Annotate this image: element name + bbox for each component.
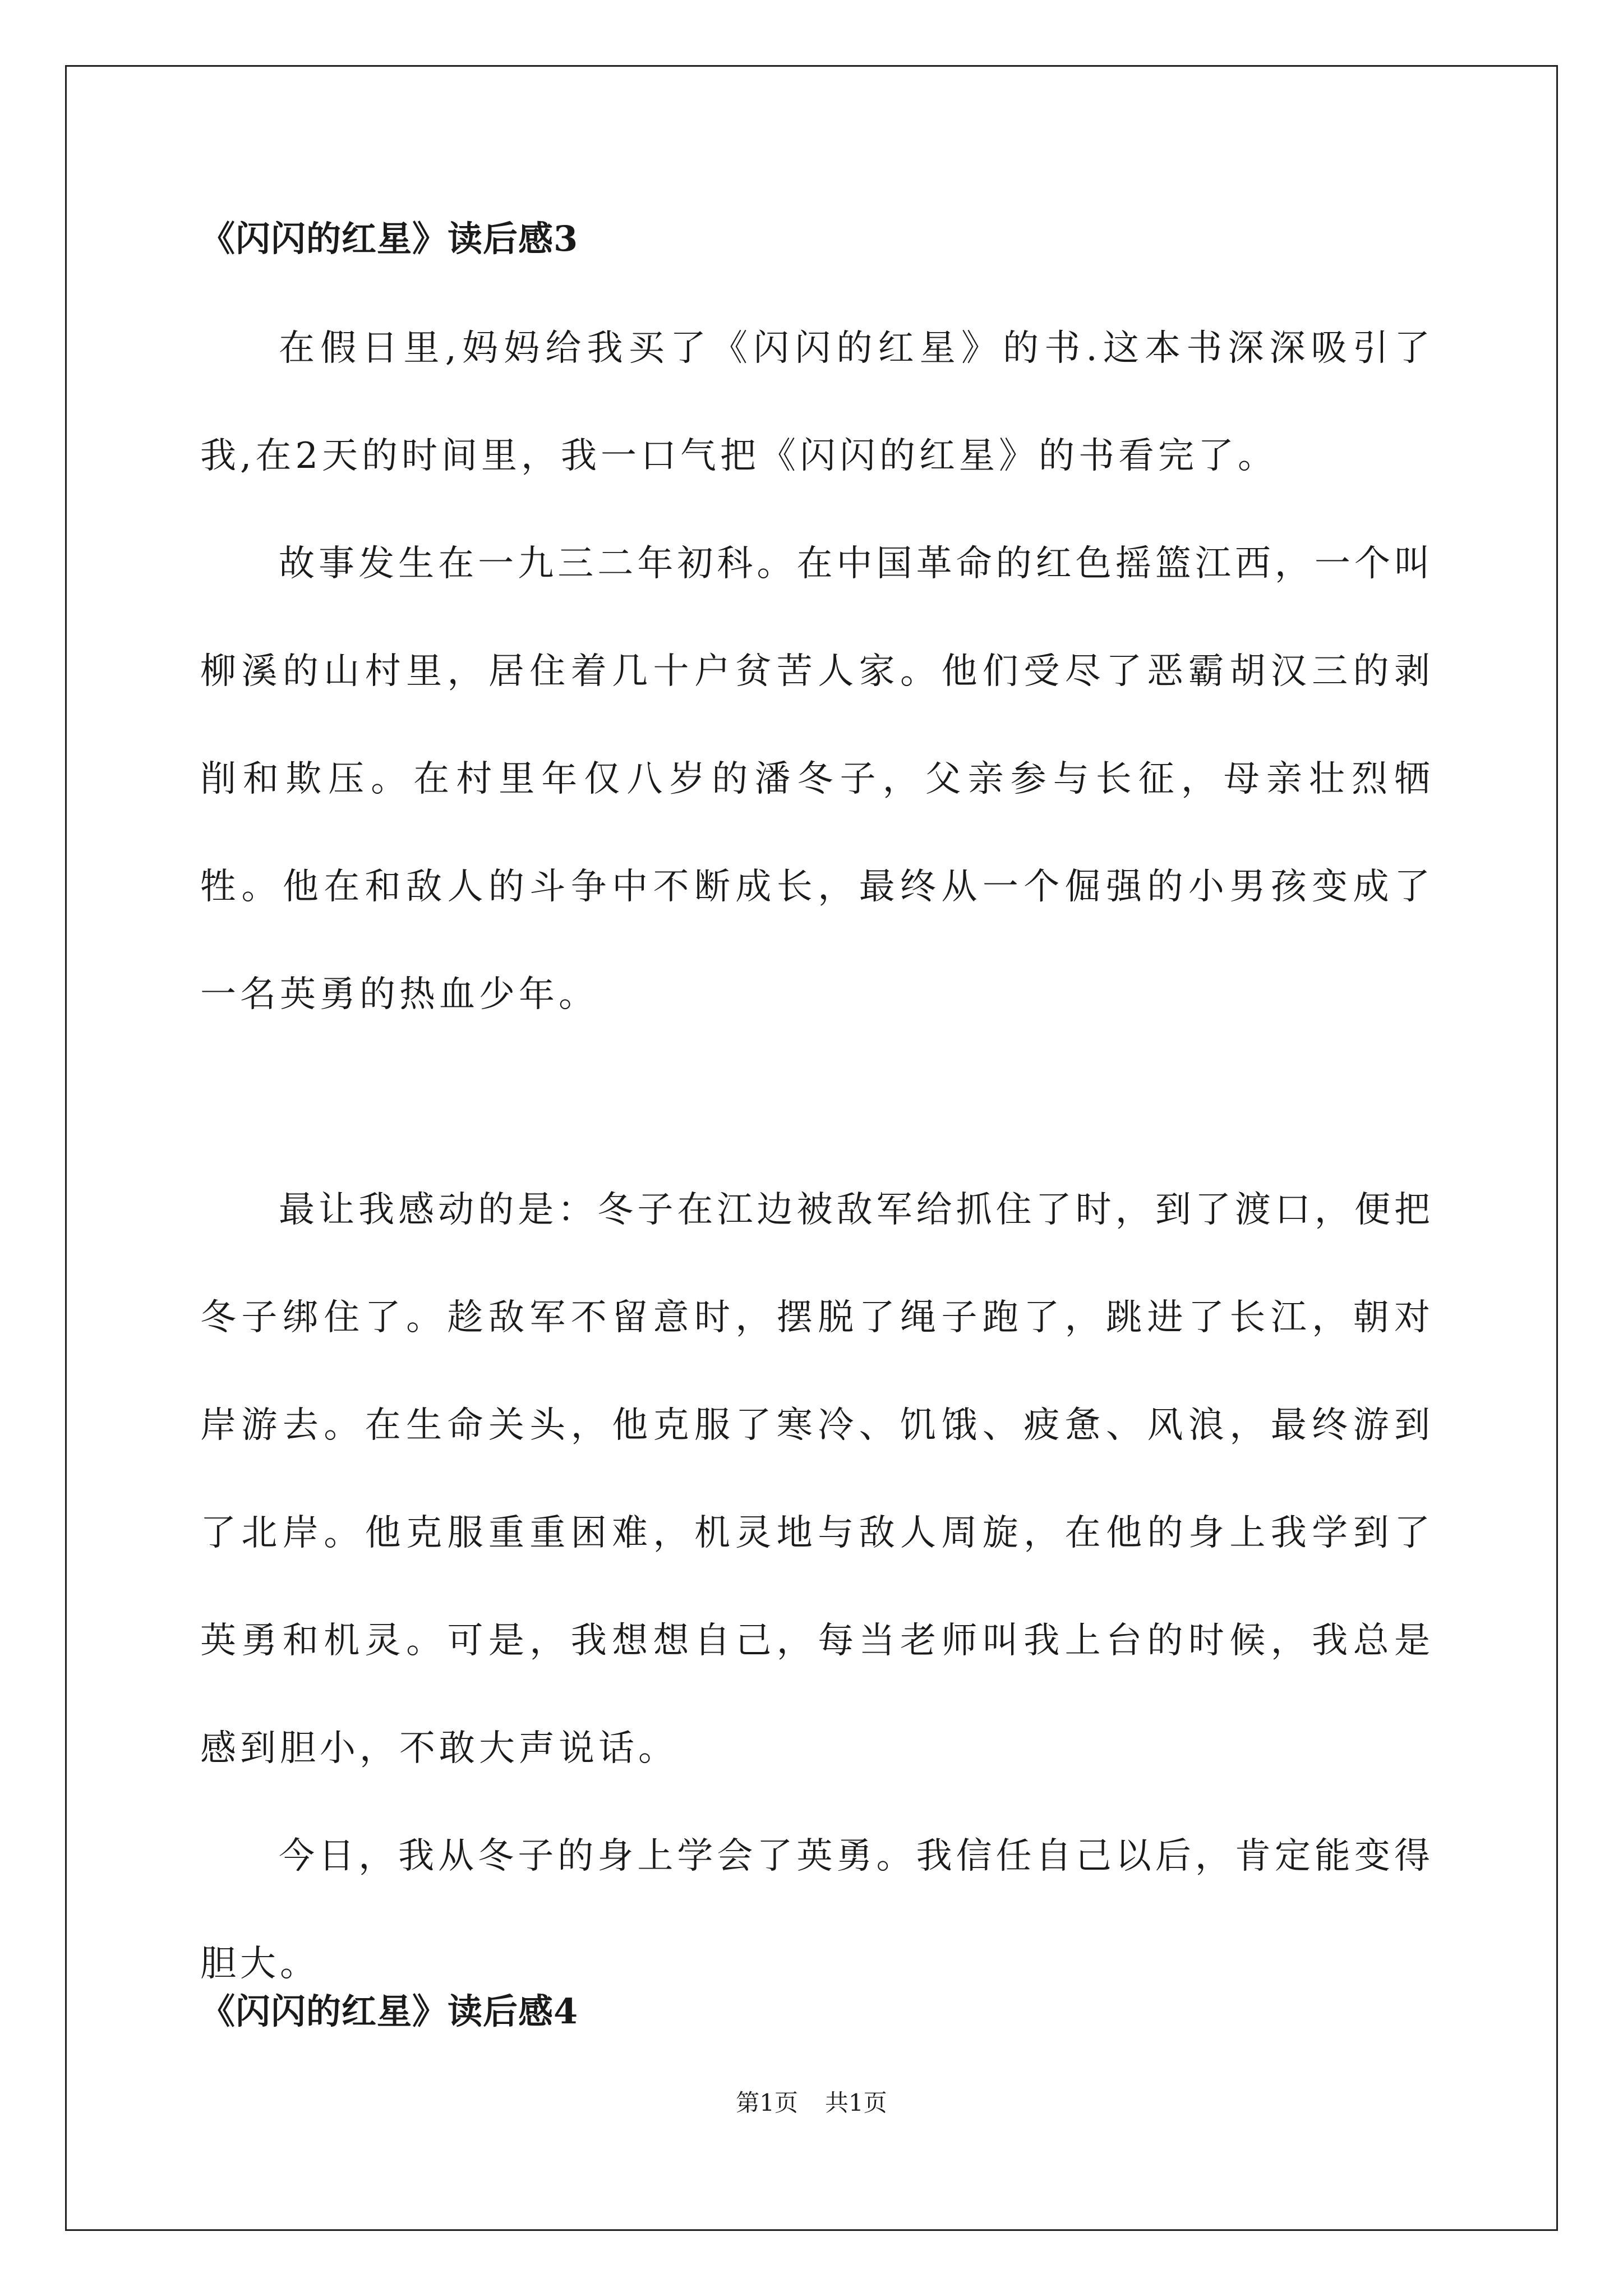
page-number: 第1页	[736, 2089, 798, 2116]
essay-title-4: 《闪闪的红星》读后感4	[200, 1991, 579, 2032]
paragraph-1: 在假日里,妈妈给我买了《闪闪的红星》的书.这本书深深吸引了我,在2天的时间里，我一口气把《闪闪的红星》的书看完了。	[200, 328, 1434, 477]
paragraph-2: 故事发生在一九三二年初科。在中国革命的红色摇篮江西，一个叫柳溪的山村里，居住着几十户贫苦人家。他们受尽了恶霸胡汉三的剥削和欺压。在村里年仅八岁的潘冬子，父亲参与长征，母亲壮烈牺牲。他在和敌人的斗争中不断成长，最终从一个倔强的小男孩变成了一名英勇的热血少年。	[200, 543, 1434, 1015]
page-footer	[0, 2091, 1623, 2115]
page-total: 共1页	[825, 2089, 887, 2116]
paragraph-4: 今日，我从冬子的身上学会了英勇。我信任自己以后，肯定能变得胆大。	[200, 1835, 1434, 1985]
paragraph-3: 最让我感动的是：冬子在江边被敌军给抓住了时，到了渡口，便把冬子绑住了。趁敌军不留意时，摆脱了绳子跑了，跳进了长江，朝对岸游去。在生命关头，他克服了寒冷、饥饿、疲惫、风浪，最终游到了北岸。他克服重重困难，机灵地与敌人周旋，在他的身上我学到了英勇和机灵。可是，我想想自己，每当老师叫我上台的时候，我总是感到胆小，不敢大声说话。	[200, 1189, 1434, 1769]
essay-title-3: 《闪闪的红星》读后感3	[200, 218, 579, 259]
